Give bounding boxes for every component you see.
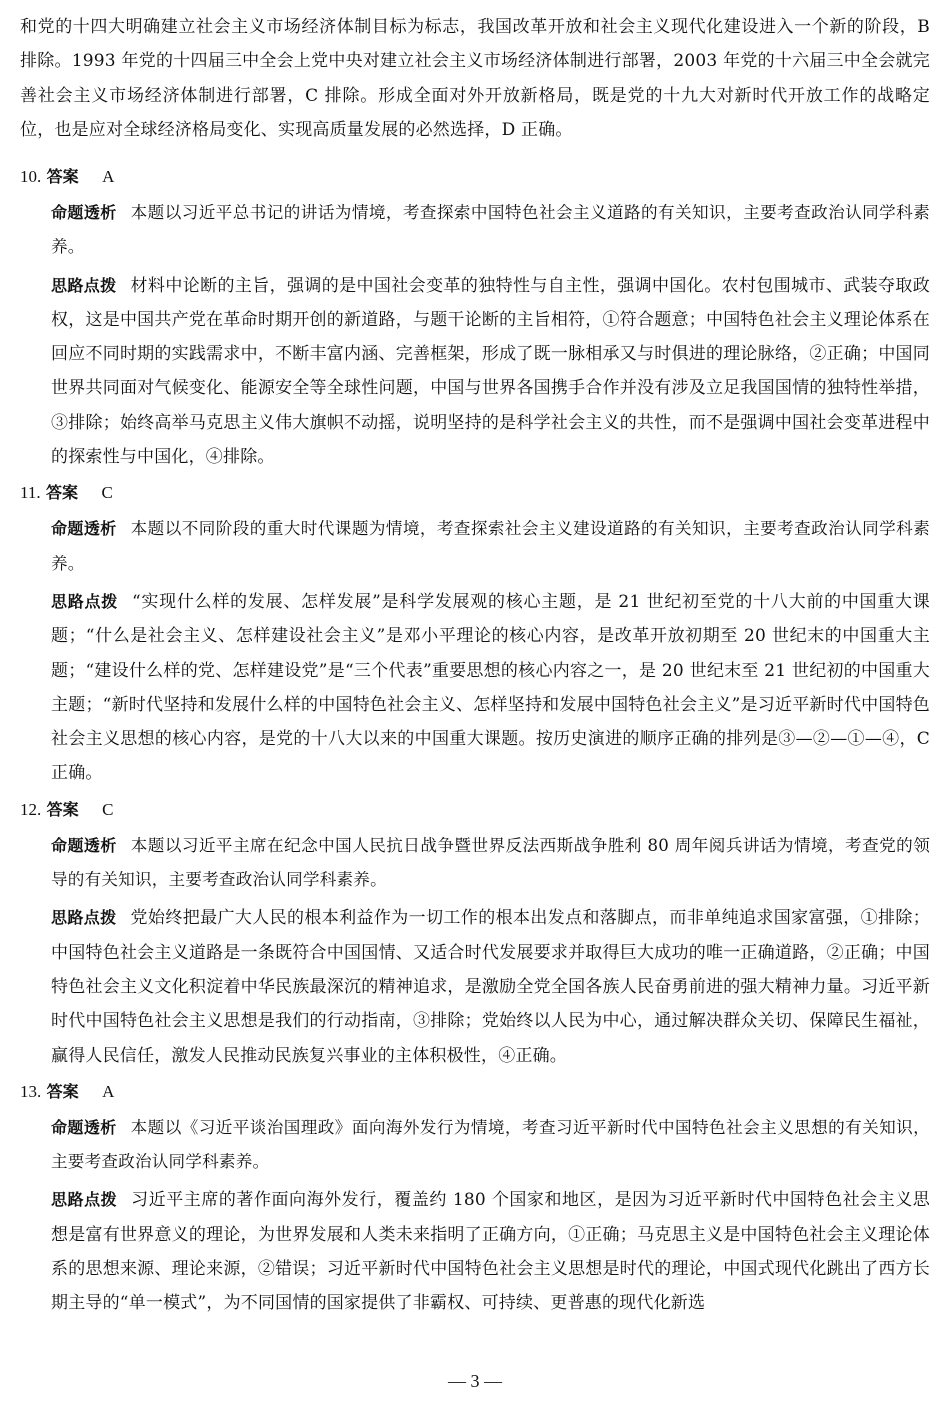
answer-label: 答案 — [46, 483, 79, 503]
analysis-label: 命题透析 — [51, 203, 117, 222]
analysis-text: 本题以不同阶段的重大时代课题为情境，考查探索社会主义建设道路的有关知识，主要考查政治认同学科素养。 — [51, 519, 930, 573]
analysis-block — [51, 829, 930, 898]
tips-text: 材料中论断的主旨，强调的是中国社会变革的独特性与自主性，强调中国化。农村包围城市、武装夺取政权，这是中国共产党在革命时期开创的新道路，与题干论断的主旨相符，①符合题意；中国特色社会主义理论体系在回应不同时期的实践需求中，不断丰富内涵、完善框架，形成了既一脉相承又与时俱进的理论脉络，②正确；中国同世界共同面对气候变化、能源安全等全球性问题，中国与世界各国携手合作并没有涉及立足我国国情的独特性举措，③排除；始终高举马克思主义伟大旗帜不动摇，说明坚持的是科学社会主义的共性，而不是强调中国社会变革进程中的探索性与中国化，④排除。 — [51, 275, 930, 468]
tips-label: 思路点拨 — [51, 591, 118, 611]
question-number: 10. — [20, 167, 42, 186]
tips-text: “实现什么样的发展、怎样发展”是科学发展观的核心主题，是 21 世纪初至党的十八大前的中国重大课题；“什么是社会主义、怎样建设社会主义”是邓小平理论的核心内容，是改革开放初期至 20 世纪末的中国重大主题；“建设什么样的党、怎样建设党”是“三个代表”重要思想的核心内容之一，是 20 世纪末至 21 世纪初的中国重大主题；“新时代坚持和发展什么样的中国特色社会主义、怎样坚持和发展中国特色社会主义”是习近平新时代中国特色社会主义思想的核心内容，是党的十八大以来的中国重大课题。按历史演进的顺序正确的排列是③—②—①—④，C 正确。 — [51, 591, 930, 784]
analysis-label: 命题透析 — [51, 1117, 117, 1137]
analysis-label: 命题透析 — [51, 835, 117, 855]
question-number: 11. — [20, 483, 41, 503]
tips-block — [51, 1183, 930, 1320]
analysis-text: 本题以习近平主席在纪念中国人民抗日战争暨世界反法西斯战争胜利 80 周年阅兵讲话为情境，考查党的领导的有关知识，主要考查政治认同学科素养。 — [51, 835, 930, 890]
question-number: 13. — [20, 1081, 42, 1101]
tips-label: 思路点拨 — [51, 275, 117, 295]
question-header — [20, 795, 930, 825]
question-header — [20, 478, 930, 508]
answer-label: 答案 — [46, 799, 79, 819]
question-list — [20, 162, 930, 1325]
analysis-block — [51, 196, 930, 265]
answer-value: C — [101, 483, 113, 503]
tips-block — [51, 901, 930, 1072]
question-item — [20, 162, 930, 474]
question-header — [20, 1077, 930, 1107]
tips-block — [51, 585, 930, 791]
tips-block — [51, 269, 930, 475]
analysis-label: 命题透析 — [51, 519, 117, 539]
question-header — [20, 162, 930, 192]
intro-paragraph: 和党的十四大明确建立社会主义市场经济体制目标为标志，我国改革开放和社会主义现代化建设进入一个新的阶段，B 排除。1993 年党的十四届三中全会上党中央对建立社会主义市场经济体制进行部署，2003 年党的十六届三中全会就完善社会主义市场经济体制进行部署，C 排除。形成全面对外开放新格局，既是党的十九大对新时代开放工作的战略定位，也是应对全球经济格局变化、实现高质量发展的必然选择，D 正确。 — [20, 17, 930, 140]
answer-label: 答案 — [46, 167, 79, 186]
answer-label: 答案 — [46, 1081, 79, 1101]
page-number: — 3 — — [448, 1371, 502, 1391]
analysis-block — [51, 512, 930, 581]
answer-value: A — [102, 167, 115, 186]
analysis-text: 本题以习近平总书记的讲话为情境，考查探索中国特色社会主义道路的有关知识，主要考查政治认同学科素养。 — [51, 203, 930, 257]
question-item — [20, 795, 930, 1073]
tips-label: 思路点拨 — [51, 1190, 118, 1210]
question-item — [20, 478, 930, 790]
tips-label: 思路点拨 — [51, 908, 117, 928]
analysis-text: 本题以《习近平谈治国理政》面向海外发行为情境，考查习近平新时代中国特色社会主义思想的有关知识，主要考查政治认同学科素养。 — [51, 1117, 930, 1172]
question-item — [20, 1077, 930, 1321]
question-number: 12. — [20, 799, 42, 819]
analysis-block — [51, 1111, 930, 1180]
tips-text: 党始终把最广大人民的根本利益作为一切工作的根本出发点和落脚点，而非单纯追求国家富强，①排除；中国特色社会主义道路是一条既符合中国国情、又适合时代发展要求并取得巨大成功的唯一正确道路，②正确；中国特色社会主义文化积淀着中华民族最深沉的精神追求，是激励全党全国各族人民奋勇前进的强大精神力量。习近平新时代中国特色社会主义思想是我们的行动指南，③排除；党始终以人民为中心，通过解决群众关切、保障民生福祉，赢得人民信任，激发人民推动民族复兴事业的主体积极性，④正确。 — [51, 908, 930, 1066]
answer-value: C — [102, 799, 114, 819]
answer-value: A — [102, 1081, 115, 1101]
intro-section — [20, 10, 930, 147]
tips-text: 习近平主席的著作面向海外发行，覆盖约 180 个国家和地区，是因为习近平新时代中国特色社会主义思想是富有世界意义的理论，为世界发展和人类未来指明了正确方向，①正确；马克思主义是中国特色社会主义理论体系的思想来源、理论来源，②错误；习近平新时代中国特色社会主义思想是时代的理论，中国式现代化跳出了西方长期主导的“单一模式”，为不同国情的国家提供了非霸权、可持续、更普惠的现代化新选 — [51, 1190, 930, 1314]
